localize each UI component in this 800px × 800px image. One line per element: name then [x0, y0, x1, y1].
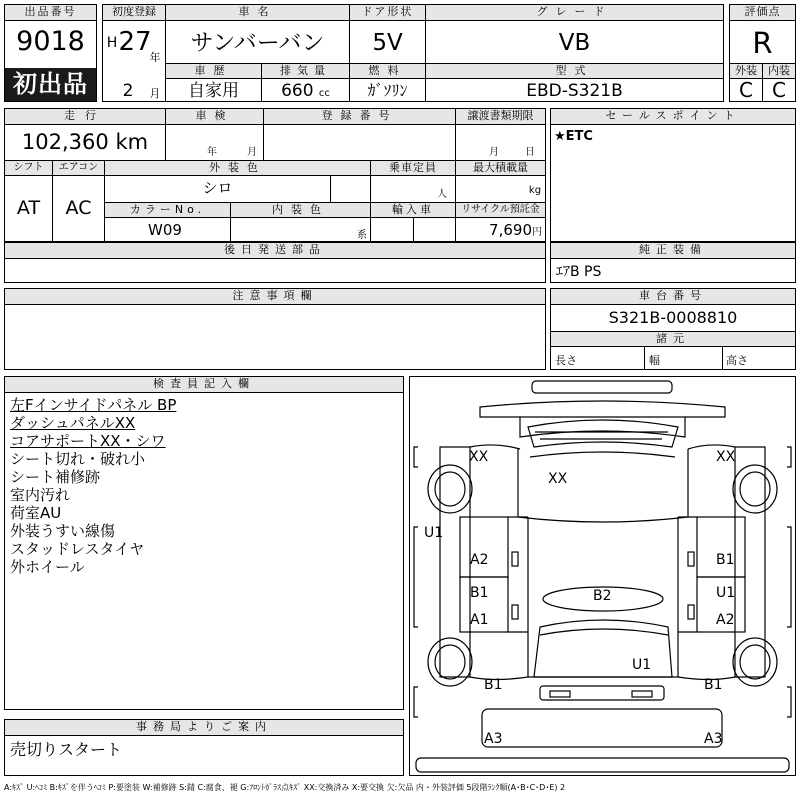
note-line: コアサポートXX・シワ — [10, 432, 166, 450]
capacity-unit: 人 — [437, 189, 447, 200]
model-code-label: 型式 — [426, 64, 723, 78]
note-line: シート補修跡 — [10, 468, 101, 486]
interior-score: C — [772, 78, 786, 102]
damage-mark: XX — [548, 471, 568, 487]
damage-mark: XX — [469, 449, 489, 465]
details-box — [4, 108, 546, 242]
lot-number-box — [4, 4, 97, 102]
interior-color-unit: 系 — [357, 230, 367, 241]
recycle-fee — [456, 221, 545, 242]
later-parts-label: 後日発送部品 — [5, 243, 545, 258]
caution-box — [4, 288, 546, 370]
displacement-unit: cc — [318, 88, 330, 99]
color-no-label: カラーNo. — [105, 203, 230, 217]
note-line: シート切れ・破れ小 — [10, 450, 146, 468]
door-type-label: ドア形状 — [350, 5, 425, 20]
inspector-notes-label: 検査員記入欄 — [5, 377, 403, 392]
displacement-label: 排気量 — [262, 64, 349, 78]
recycle-fee-label: リサイクル預託金 — [456, 203, 545, 217]
note-line: 外ホイール — [10, 558, 85, 576]
body-color-label: 外装色 — [105, 161, 370, 175]
first-listing-badge — [5, 68, 96, 101]
note-line: 外装うすい線傷 — [10, 522, 116, 540]
max-load-label: 最大積載量 — [456, 161, 545, 175]
damage-mark: A1 — [470, 612, 489, 628]
grade: VB — [558, 30, 591, 56]
note-line: 荷室AU — [10, 504, 62, 522]
aircon-label: エアコン — [53, 161, 104, 175]
history-label: 車歴 — [166, 64, 261, 78]
office-notice-text: 売切りスタート — [10, 740, 123, 759]
height-label: 高さ — [726, 354, 748, 367]
transfer-month-unit: 月 — [489, 147, 499, 158]
damage-mark: B1 — [704, 677, 723, 693]
inspection-year-unit: 年 — [207, 147, 217, 158]
vehicle-info-box — [102, 4, 724, 102]
import-car-label: 輸入車 — [371, 203, 455, 217]
reg-month: 2 — [122, 81, 134, 101]
rating-label: 評価点 — [730, 5, 795, 20]
first-listing-text: 初出品 — [13, 70, 88, 98]
interior-label: 内装 — [763, 64, 795, 78]
aircon: AC — [65, 197, 92, 219]
car-name-label: 車名 — [166, 5, 349, 20]
shift-label: シフト — [5, 161, 52, 175]
inspector-notes-box — [4, 376, 404, 710]
interior-color-label: 内装色 — [231, 203, 370, 217]
reg-year-unit: 年 — [149, 51, 161, 64]
transfer-deadline-label: 譲渡書類期限 — [456, 109, 545, 124]
damage-mark: U1 — [716, 585, 736, 601]
fuel: ｶﾞｿﾘﾝ — [367, 81, 408, 100]
equipment-text: ｴｱB PS — [556, 264, 602, 280]
legend: A:ｷｽﾞ U:ﾍｺﾐ B:ｷｽﾞを伴うﾍｺﾐ P:要塗装 W:補修跡 S:錆 C:腐食、褪 G:ﾌﾛﾝﾄｶﾞﾗｽ点ｷｽﾞ XX:交換済み X:要交換 欠:欠品 内・外装評価 5段階ﾗﾝｸ順(A･B･C･D･E) 2 — [4, 783, 566, 792]
exterior-score: C — [739, 78, 753, 102]
first-reg-label: 初度登録 — [103, 5, 165, 20]
chassis-label: 車台番号 — [551, 289, 795, 304]
shift: AT — [16, 197, 41, 219]
office-notice-label: 事務局よりご案内 — [5, 720, 403, 735]
damage-mark: U1 — [632, 657, 652, 673]
displacement-value: 660 — [281, 81, 314, 101]
model-code: EBD-S321B — [526, 81, 623, 101]
mileage-label: 走行 — [5, 109, 165, 124]
sales-points-text: ★ETC — [554, 129, 593, 144]
car-name: サンバーバン — [190, 30, 325, 56]
body-color: シロ — [202, 179, 233, 197]
specs-label: 諸元 — [551, 332, 795, 346]
capacity-label: 乗車定員 — [371, 161, 455, 175]
mileage-value: 102,360 — [21, 130, 109, 154]
damage-mark: U1 — [424, 525, 444, 541]
door-type: 5V — [372, 30, 403, 56]
era-letter: H — [106, 35, 118, 51]
sales-points-label: セールスポイント — [551, 109, 795, 124]
grade-label: グレード — [426, 5, 723, 20]
vehicle-outline-diagram — [410, 377, 795, 775]
chassis-number: S321B-0008810 — [608, 308, 738, 327]
transfer-day-unit: 日 — [525, 147, 535, 158]
rating-box — [729, 4, 796, 102]
note-line: 左Fインサイドパネル BP — [10, 396, 177, 414]
width-label: 幅 — [649, 354, 660, 367]
damage-diagram — [409, 376, 796, 776]
reg-month-unit: 月 — [149, 87, 161, 100]
inspection-label: 車検 — [166, 109, 263, 124]
inspection-month-unit: 月 — [247, 147, 257, 158]
damage-mark: B2 — [593, 588, 612, 604]
mileage — [5, 130, 165, 154]
recycle-fee-value: 7,690 — [489, 221, 532, 239]
mileage-unit: km — [115, 130, 149, 154]
yen-unit: 円 — [532, 227, 542, 238]
later-parts-box — [4, 242, 546, 283]
length-label: 長さ — [555, 354, 577, 367]
equipment-label: 純正装備 — [551, 243, 795, 258]
damage-mark: A3 — [704, 731, 723, 747]
displacement — [262, 81, 349, 104]
damage-mark: A3 — [484, 731, 503, 747]
vehicle-history: 自家用 — [188, 81, 239, 101]
office-notice-box — [4, 719, 404, 776]
lot-number-label: 出品番号 — [5, 5, 96, 20]
note-line: 室内汚れ — [10, 486, 71, 504]
note-line: スタッドレスタイヤ — [10, 540, 145, 558]
damage-mark: B1 — [484, 677, 503, 693]
damage-mark: A2 — [716, 612, 735, 628]
reg-year: 27 — [118, 27, 152, 57]
damage-mark: A2 — [470, 552, 489, 568]
max-load-unit: kg — [528, 185, 542, 196]
caution-label: 注意事項欄 — [5, 289, 545, 304]
note-line: ダッシュパネルXX — [10, 414, 136, 432]
color-no: W09 — [148, 221, 182, 239]
lot-number: 9018 — [16, 26, 85, 57]
fuel-label: 燃料 — [350, 64, 425, 78]
chassis-box — [550, 288, 796, 370]
sales-points-box — [550, 108, 796, 242]
damage-mark: B1 — [470, 585, 489, 601]
exterior-label: 外装 — [730, 64, 762, 78]
damage-mark: XX — [716, 449, 736, 465]
damage-mark: B1 — [716, 552, 735, 568]
registration-no-label: 登録番号 — [264, 109, 455, 124]
overall-rating: R — [752, 26, 773, 60]
equipment-box — [550, 242, 796, 283]
